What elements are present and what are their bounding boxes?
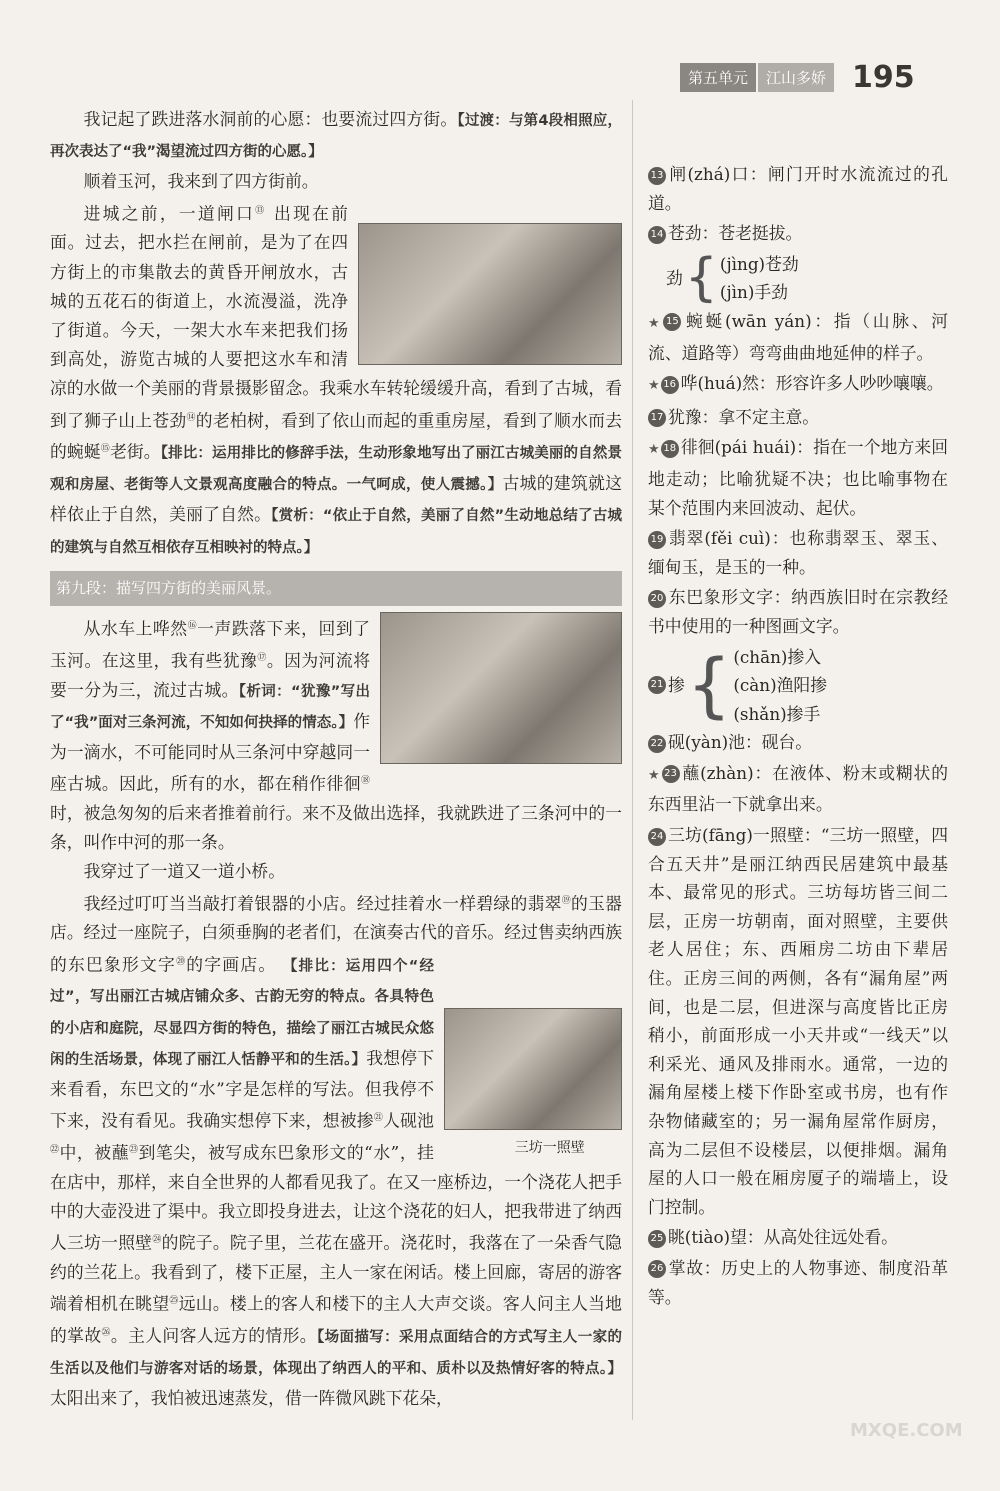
page-number: 195 (852, 59, 915, 95)
paragraph: 顺着玉河，我来到了四方街前。 (83, 171, 319, 192)
courtyard-figure (444, 1008, 622, 1163)
paragraph: 我穿过了一道又一道小桥。 (83, 861, 285, 882)
glossary-entry: ★ 16 哗(huá)然：形容许多人吵吵嚷嚷。 (648, 373, 944, 394)
annotation: 【排比：运用排比的修辞手法，生动形象地写出了丽江古城美丽的自然景观和房屋、老街等人文景观高度融合的特点。一气呵成，使人震撼。】 (50, 446, 622, 494)
polyphone-chan: 21 掺 { (chān)掺入 (càn)渔阳掺 (shǎn)掺手 (648, 643, 948, 729)
paragraph: 我经过叮叮当当敲打着银器的小店。经过挂着水一样碧绿的翡翠⑲的玉器店。经过一座院子，白须垂胸的老者们，在演奏古代的音乐。经过售卖纳西族的东巴象形文字⑳的字画店。 三坊一照壁 【排比：运用四个“经过”，写出丽江古城店铺众多、古韵无穷的特点。各具特色的小店和庭院，尽显四方街的特色，描绘了丽江古城民众悠闲的生活场景，体现了丽江人恬静平和的生活。】我想停下来看看，东巴文的“水”字是怎样的写法。但我停不下来，没有看见。我确实想停下来，想被掺$^㉑$人砚池$^㉒$中，被蘸$^㉓$到笔尖，被写成东巴象形文的“水”，挂在店中，那样，来自全世界的人都看见我了。在又一座桥边，一个浇花人把手中的大壶没进了渠中。我立即投身进去，让这个浇花的妇人，把我带进了纳西人三坊一照壁$^㉔$的院子。院子里，兰花在盛开。浇花时，我落在了一朵香气隐约的兰花上。我看到了，楼下正屋，主人一家在闲话。楼上回廊，寄居的游客端着相机在眺望$^㉕$远山。楼上的客人和楼下的主人大声交谈。客人问主人当地的掌故$^㉖$。主人问客人远方的情形。【场面描写：采用点面结合的方式写主人一家的生活以及他们与游客对话的场景，体现出了纳西人的平和、质朴以及热情好客的特点。】太阳出来了，我怕被迅速蒸发，借一阵微风跳下花朵， (50, 893, 622, 1409)
main-text (50, 105, 622, 1413)
glossary-entry: 25 眺(tiào)望：从高处往远处看。 (648, 1223, 948, 1252)
glossary-entry: 22 砚(yàn)池：砚台。 (648, 728, 948, 757)
annotation: 【场面描写：采用点面结合的方式写主人一家的生活以及他们与游客对话的场景，体现出了纳西人的平和、质朴以及热情好客的特点。】 (50, 1329, 622, 1377)
glossary-entry: ★ 23 蘸(zhàn)：在液体、粉末或糊状的东西里沾一下就拿出来。 (648, 762, 948, 815)
annotation: 【排比：运用四个“经过”，写出丽江古城店铺众多、古韵无穷的特点。各具特色的小店和庭院，尽显四方街的特色，描绘了丽江古城民众悠闲的生活场景，体现了丽江人恬静平和的生活。】 (50, 958, 434, 1068)
glossary-entry: 13 闸(zhá)口：闸门开时水流流过的孔道。 (648, 164, 948, 213)
paragraph: 进城之前，一道闸口⑬ 出现在前面。过去，把水拦在闸前，是为了在四方街上的市集散去的黄昏开闸放水，古城的五花石的街道上，水流漫溢，洗净了街道。今天，一架大水车来把我们扬到高处，游览古城的人要把这水车和清凉的水做一个美丽的背景摄影留念。我乘水车转轮缓缓升高，看到了古城，看到了狮子山上苍劲⑭的老柏树，看到了依山而起的重重房屋，看到了顺水而去的蜿蜒⑮老街。【排比：运用排比的修辞手法，生动形象地写出了丽江古城美丽的自然景观和房屋、老街等人文景观高度融合的特点。一气呵成，使人震撼。】古城的建筑就这样依止于自然，美丽了自然。【赏析：“依止于自然，美丽了自然”生动地总结了古城的建筑与自然互相依存互相映衬的特点。】 (50, 203, 622, 556)
paragraph: 我记起了跌进落水洞前的心愿：也要流过四方街。【过渡：与第4段相照应，再次表达了“我”渴望流过四方街的心愿。】 (50, 109, 622, 161)
waterwheel-photo (380, 612, 622, 764)
watermark: MXQE.COM (850, 1420, 963, 1441)
courtyard-illustration (444, 1008, 622, 1130)
section-banner: 第九段：描写四方街的美丽风景。 (50, 571, 622, 606)
glossary (648, 160, 948, 1313)
glossary-entry: 20 东巴象形文字：纳西族旧时在宗教经书中使用的一种图画文字。 (648, 587, 948, 636)
annotation: 【赏析：“依止于自然，美丽了自然”生动地总结了古城的建筑与自然互相依存互相映衬的特点。】 (50, 508, 622, 556)
street-photo (358, 223, 622, 365)
unit-label: 第五单元 (680, 63, 756, 92)
figure-caption: 三坊一照壁 (514, 1139, 585, 1156)
annotation: 【析词：“犹豫”写出了“我”面对三条河流，不知如何抉择的情态。】 (50, 683, 370, 731)
glossary-entry: ★ 15 蜿蜒(wān yán)：指（山脉、河流、道路等）弯弯曲曲地延伸的样子。 (648, 310, 948, 363)
annotation: 【过渡：与第4段相照应，再次表达了“我”渴望流过四方街的心愿。】 (50, 113, 622, 161)
glossary-entry: ★ 18 徘徊(pái huái)：指在一个地方来回地走动；比喻犹疑不决；也比喻事物在某个范围内来回波动、起伏。 (648, 437, 949, 518)
column-divider (632, 100, 633, 1420)
glossary-entry: 14 苍劲：苍老挺拔。 (648, 219, 948, 248)
page-header (680, 59, 915, 95)
glossary-entry: 17 犹豫：拿不定主意。 (648, 403, 948, 432)
glossary-entry: 26 掌故：历史上的人物事迹、制度沿革等。 (648, 1257, 948, 1307)
unit-theme: 江山多娇 (758, 63, 834, 92)
glossary-entry: 19 翡翠(fěi cuì)：也称翡翠玉、翠玉、缅甸玉，是玉的一种。 (648, 528, 948, 577)
paragraph: 从水车上哗然⑯一声跌落下来，回到了玉河。在这里，我有些犹豫⑰。因为河流将要一分为三，流过古城。【析词：“犹豫”写出了“我”面对三条河流，不知如何抉择的情态。】作为一滴水，不可能同时从三条河中穿越同一座古城。因此，所有的水，都在稍作徘徊⑱时，被急匆匆的后来者推着前行。来不及做出选择，我就跌进了三条河中的一条，叫作中河的那一条。 (50, 612, 622, 857)
polyphone-jin: 劲 { (jìng)苍劲 (jìn)手劲 (666, 248, 799, 309)
glossary-entry: 24 三坊(fāng)一照壁：“三坊一照壁，四合五天井”是丽江纳西民居建筑中最基本、最常见的形式。三坊每坊皆三间二层，正房一坊朝南，面对照壁，主要供老人居住；东、西厢房二坊由下辈居住。正房三间的两侧，各有“漏角屋”两间，也是二层，但进深与高度皆比正房稍小，前面形成一小天井或“一线天”以利采光、通风及排雨水。通常，一边的漏角屋楼上楼下作卧室或书房，也有作杂物储藏室的；另一漏角屋常作厨房，高为二层但不设楼层，以便排烟。漏角屋的人口一般在厢房厦子的端墙上，设门控制。 (648, 825, 948, 1217)
